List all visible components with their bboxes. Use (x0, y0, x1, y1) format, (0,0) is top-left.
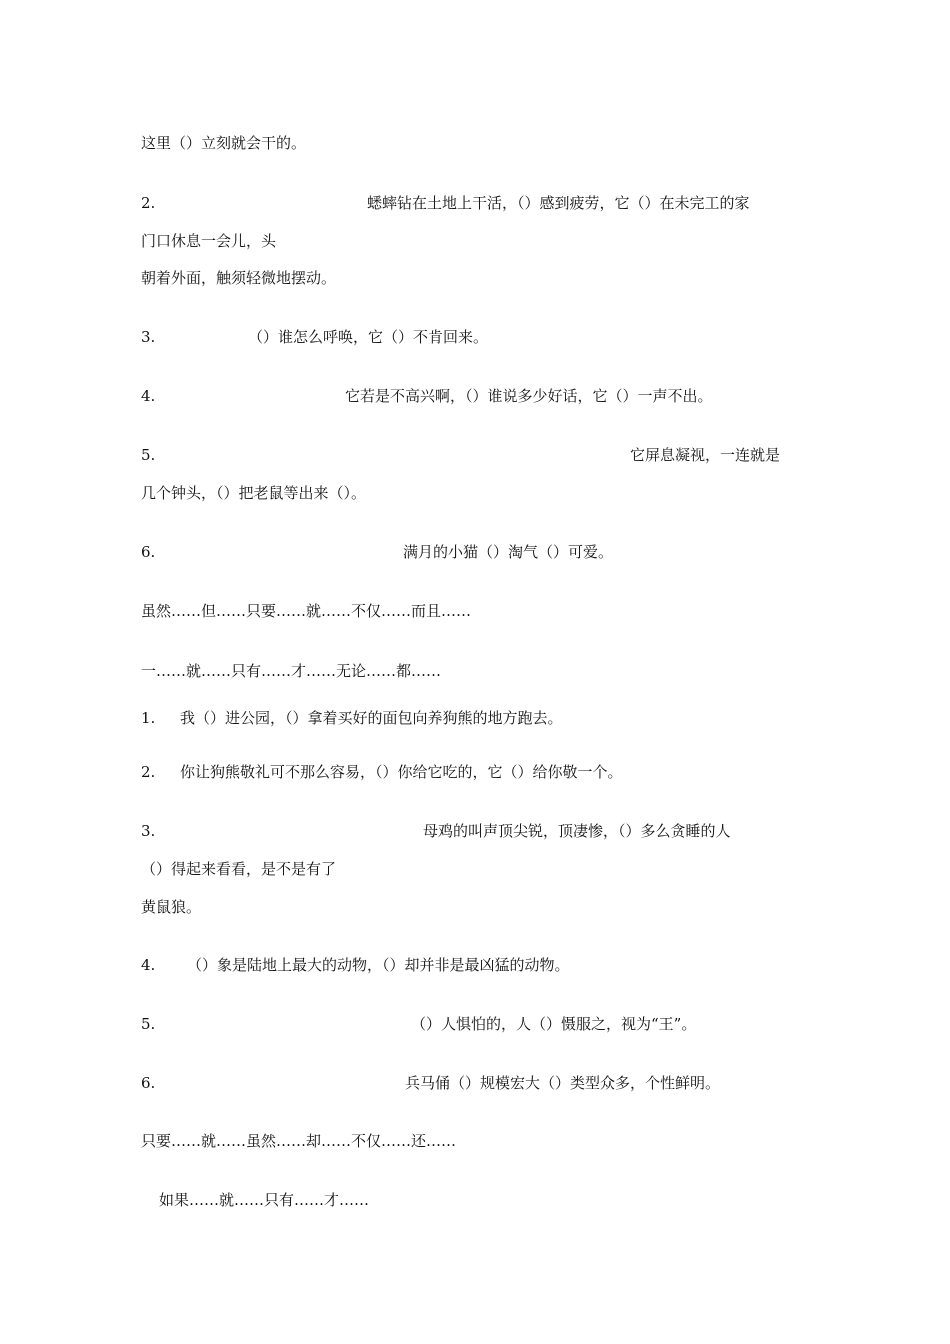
text-line: 母鸡的叫声顶尖锐，顶凄惨，（）多么贪睡的人 (423, 822, 731, 840)
text-line: （）人惧怕的，人（）慑服之，视为“王”。 (411, 1015, 697, 1033)
item-number: 3. (141, 822, 156, 840)
text-line: 门口休息一会儿，头 (141, 232, 277, 250)
item-number: 2. (141, 763, 156, 781)
item-number: 4. (141, 387, 156, 405)
text-line: 兵马俑（）规模宏大（）类型众多，个性鲜明。 (405, 1074, 721, 1092)
text-line: 它屏息凝视，一连就是 (630, 446, 781, 464)
word-bank: 虽然……但……只要……就……不仅……而且…… (141, 602, 472, 620)
text-line: 我（）进公园，（）拿着买好的面包向养狗熊的地方跑去。 (180, 709, 563, 727)
item-number: 3. (141, 328, 156, 346)
item-number: 4. (141, 956, 156, 974)
item-number: 1. (141, 709, 156, 727)
text-line: 黄鼠狼。 (141, 898, 202, 916)
text-line: （）得起来看看，是不是有了 (141, 860, 337, 878)
item-number: 6. (141, 543, 156, 561)
item-number: 2. (141, 194, 156, 212)
word-bank: 如果……就……只有……才…… (159, 1191, 370, 1209)
text-line: 它若是不高兴啊，（）谁说多少好话，它（）一声不出。 (345, 387, 713, 405)
word-bank: 只要……就……虽然……却……不仅……还…… (141, 1132, 457, 1150)
text-line: 几个钟头，（）把老鼠等出来（）。 (141, 484, 367, 502)
item-number: 5. (141, 446, 156, 464)
text-line: 朝着外面，触须轻微地摆动。 (141, 269, 337, 287)
text-line: 你让狗熊敬礼可不那么容易，（）你给它吃的，它（）给你敬一个。 (180, 763, 623, 781)
item-number: 6. (141, 1074, 156, 1092)
text-line: （）象是陆地上最大的动物，（）却并非是最凶猛的动物。 (187, 956, 570, 974)
text-line: 蟋蟀钻在土地上干活，（）感到疲劳，它（）在未完工的家 (367, 194, 750, 212)
item-number: 5. (141, 1015, 156, 1033)
text-line: 满月的小猫（）淘气（）可爱。 (403, 543, 614, 561)
text-line: （）谁怎么呼唤，它（）不肯回来。 (248, 328, 489, 346)
word-bank: 一……就……只有……才……无论……都…… (141, 662, 442, 680)
text-line: 这里（）立刻就会干的。 (141, 134, 307, 152)
